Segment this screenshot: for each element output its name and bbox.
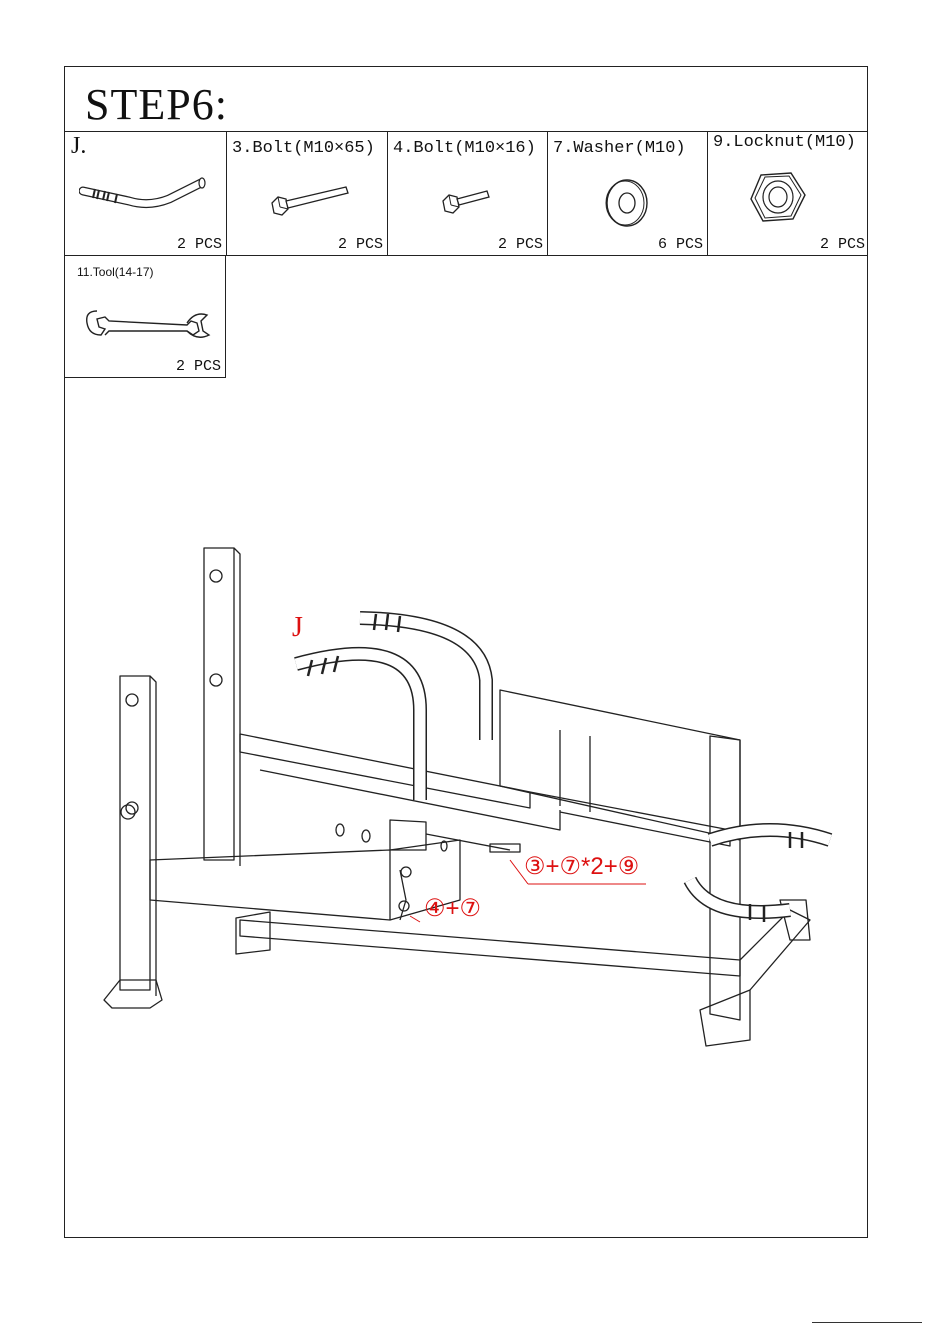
- part-cell-tool: [65, 255, 226, 378]
- part-label: J.: [71, 133, 87, 159]
- locknut-icon: [747, 167, 817, 227]
- part-cell-bolt-m10x16: [387, 131, 547, 255]
- part-qty: 2 PCS: [337, 236, 383, 253]
- short-bolt-icon: [439, 183, 499, 223]
- footer-divider: [812, 1322, 922, 1323]
- part-qty: 2 PCS: [176, 236, 222, 253]
- part-label: 7.Washer(M10): [553, 139, 686, 158]
- part-qty: 2 PCS: [497, 236, 543, 253]
- wrench-icon: [83, 301, 213, 349]
- part-label: 11.Tool(14-17): [77, 265, 154, 279]
- part-label: 4.Bolt(M10×16): [393, 139, 536, 158]
- callout-bolt-washer-locknut: ③+⑦*2+⑨: [524, 853, 640, 880]
- part-label: 3.Bolt(M10×65): [232, 139, 375, 158]
- part-cell-bolt-m10x65: [226, 131, 387, 255]
- part-cell-washer-m10: [547, 131, 707, 255]
- washer-icon: [599, 175, 655, 231]
- part-qty: 2 PCS: [175, 358, 221, 375]
- step-title: STEP6:: [85, 80, 228, 129]
- assembly-diagram: [90, 540, 850, 1060]
- part-j-label: J: [292, 612, 303, 643]
- handlebar-icon: [79, 177, 214, 227]
- long-bolt-icon: [266, 181, 356, 231]
- part-label: 9.Locknut(M10): [713, 133, 856, 152]
- part-cell-j: [65, 131, 226, 255]
- part-qty: 2 PCS: [819, 236, 865, 253]
- callout-bolt-washer: ④+⑦: [424, 895, 482, 922]
- part-qty: 6 PCS: [657, 236, 703, 253]
- part-cell-locknut-m10: [707, 131, 869, 255]
